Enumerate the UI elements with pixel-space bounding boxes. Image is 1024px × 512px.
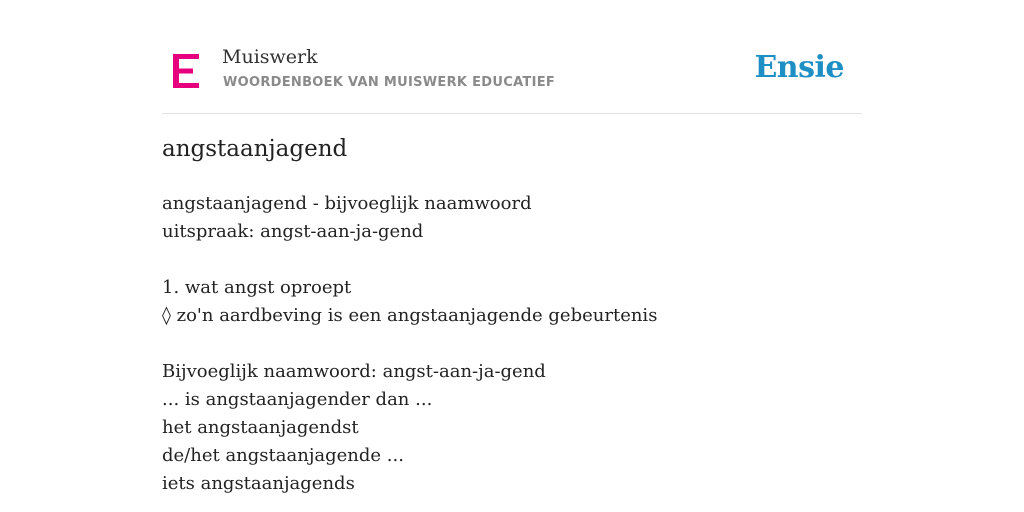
spacer <box>162 330 862 358</box>
example-line: ◊ zo'n aardbeving is een angstaanjagende gebeurtenis <box>162 305 658 326</box>
brand-subtitle: WOORDENBOEK VAN MUISWERK EDUCATIEF <box>223 75 556 90</box>
definition-line: 1. wat angst oproept <box>162 277 352 298</box>
ensie-logo-link[interactable]: Ensie <box>754 50 844 85</box>
dictionary-entry <box>162 190 862 498</box>
superlative-form: het angstaanjagendst <box>162 417 359 438</box>
page-title: angstaanjagend <box>162 136 348 162</box>
pronunciation-line: uitspraak: angst-aan-ja-gend <box>162 221 424 242</box>
brand-name[interactable]: Muiswerk <box>222 46 318 68</box>
part-of-speech-line: angstaanjagend - bijvoeglijk naamwoord <box>162 193 532 214</box>
spacer <box>162 246 862 274</box>
muiswerk-logo-icon[interactable] <box>173 54 199 88</box>
partitive-form: iets angstaanjagends <box>162 473 355 494</box>
site-header <box>162 40 862 114</box>
comparative-form: ... is angstaanjagender dan ... <box>162 389 433 410</box>
inflection-heading: Bijvoeglijk naamwoord: angst-aan-ja-gend <box>162 361 546 382</box>
attributive-form: de/het angstaanjagende ... <box>162 445 404 466</box>
